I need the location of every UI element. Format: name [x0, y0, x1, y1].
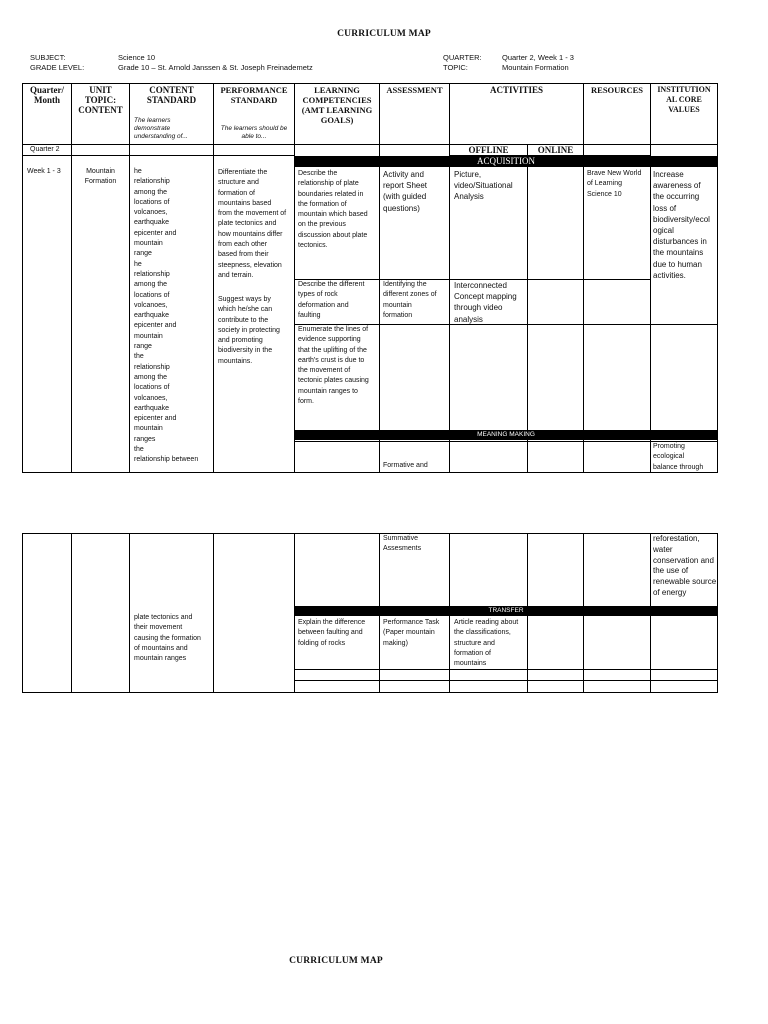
core-values-cell-1: Increase awareness of the occurring loss of biodiversity/ecol ogical disturbances in the mountains due to human activities. — [653, 170, 710, 280]
offline-activity-transfer: Article reading about the classifications, structure and formation of mountains — [454, 619, 519, 668]
t2-col-line-2 — [129, 533, 130, 693]
assessment-cell-mm: Formative and — [383, 462, 428, 469]
t2-col-line-0 — [22, 533, 23, 693]
performance-standard-note: The learners should be able to... — [220, 125, 288, 140]
quarter-value: Quarter 2, Week 1 - 3 — [502, 53, 574, 62]
col-line-7 — [527, 144, 528, 473]
t2-col-line-3 — [213, 533, 214, 693]
header-content-standard: CONTENT STANDARD — [146, 85, 197, 105]
learning-competency-1: Describe the relationship of plate boundaries related in the formation of mountain which based on the previous discussion about plate tectonics. — [298, 170, 368, 250]
col-line-10 — [717, 83, 718, 473]
t2-col-line-1 — [71, 533, 72, 693]
assessment-cell-1: Activity and report Sheet (with guided questions) — [383, 170, 428, 213]
performance-standard-cell-2: Suggest ways by which he/she can contribute to the society in protecting and promoting biodiversity in the mountains. — [218, 296, 280, 365]
band-transfer: TRANSFER — [295, 606, 717, 616]
grade-label: GRADE LEVEL: — [30, 63, 85, 72]
performance-standard-cell-1: Differentiate the structure and formation of mountains based from the movement of plate tectonics and how mountains differ from each other based from their steepness, elevation and terrain. — [218, 169, 287, 279]
week-cell: Week 1 - 3 — [27, 168, 61, 175]
quarter-label: QUARTER: — [443, 53, 482, 62]
header-quarter: Quarter/ Month — [30, 85, 64, 105]
assessment-cell-2: Identifying the different zones of mountain formation — [383, 281, 437, 319]
offline-activity-1: Picture, video/Situational Analysis — [454, 170, 513, 202]
header-online: ONLINE — [537, 145, 574, 155]
col-line-3 — [213, 83, 214, 473]
content-standard-note: The learners demonstrate understanding of... — [134, 117, 188, 140]
band-acquisition: ACQUISITION — [295, 156, 717, 167]
header-offline: OFFLINE — [468, 145, 509, 155]
learning-competency-2: Describe the different types of rock deformation and faulting — [298, 281, 365, 319]
col-line-8 — [583, 83, 584, 473]
core-values-cell-mm: Promoting ecological balance through — [653, 443, 704, 471]
col-line-6 — [449, 83, 450, 473]
col-line-5 — [379, 83, 380, 473]
offline-activity-2: Interconnected Concept mapping through video analysis — [454, 281, 517, 324]
header-core-values: INSTITUTION AL CORE VALUES — [657, 85, 711, 114]
header-performance-standard: PERFORMANCE STANDARD — [220, 85, 288, 105]
subject-value: Science 10 — [118, 53, 156, 62]
content-standard-cell: he relationship among the locations of volcanoes, earthquake epicenter and mountain range he relationship among the locations of volcanoes, earthquake epicenter and mountain range the relationship among the locations of volcanoes, earthquake epicenter and mountain ranges the relationship between — [134, 168, 199, 464]
core-values-cell-2: reforestation, water conservation and the use of renewable source of energy — [653, 534, 717, 597]
band-meaning-making: MEANING MAKING — [295, 430, 717, 440]
learning-competency-3: Enumerate the lines of evidence supporting that the uplifting of the earth's crust is due to the movement of tectonic plates causing mountain ranges to form. — [298, 326, 369, 406]
subject-label: SUBJECT: — [30, 53, 66, 62]
col-line-4 — [294, 83, 295, 473]
col-line-1 — [71, 83, 72, 473]
footer-title: CURRICULUM MAP — [289, 956, 383, 966]
page-title: CURRICULUM MAP — [337, 29, 431, 39]
topic-value: Mountain Formation — [502, 63, 569, 72]
assessment-transfer: Performance Task (Paper mountain making) — [383, 619, 440, 647]
t2-row-line-2 — [294, 680, 718, 681]
col-line-9 — [650, 83, 651, 473]
resources-cell-1: Brave New World of Learning Science 10 — [587, 170, 642, 198]
quarter-cell: Quarter 2 — [30, 146, 60, 153]
header-activities: ACTIVITIES — [489, 85, 544, 95]
quarter-row-divider — [22, 155, 295, 156]
col-line-2 — [129, 83, 130, 473]
header-resources: RESOURCES — [591, 85, 643, 95]
content-standard-cell-2: plate tectonics and their movement causing the formation of mountains and mountain ranges — [134, 614, 201, 663]
unit-topic-cell: Mountain Formation — [84, 168, 117, 186]
grade-value: Grade 10 – St. Arnold Janssen & St. Joseph Freinademetz — [118, 63, 313, 72]
table2-border-bottom — [22, 692, 718, 693]
topic-label: TOPIC: — [443, 63, 468, 72]
header-learning-competencies: LEARNING COMPETENCIES (AMT LEARNING GOALS) — [301, 85, 373, 125]
table2-border-top — [22, 533, 718, 534]
header-unit-topic: UNIT TOPIC: CONTENT — [78, 85, 123, 115]
header-assessment: ASSESSMENT — [386, 85, 443, 95]
table-border-bottom — [22, 472, 718, 473]
assessment-summative: Summative Assesments — [383, 535, 422, 553]
col-line-0 — [22, 83, 23, 473]
table-border-top — [22, 83, 718, 84]
learning-competency-transfer: Explain the difference between faulting and folding of rocks — [298, 619, 366, 647]
header-divider — [22, 144, 718, 145]
